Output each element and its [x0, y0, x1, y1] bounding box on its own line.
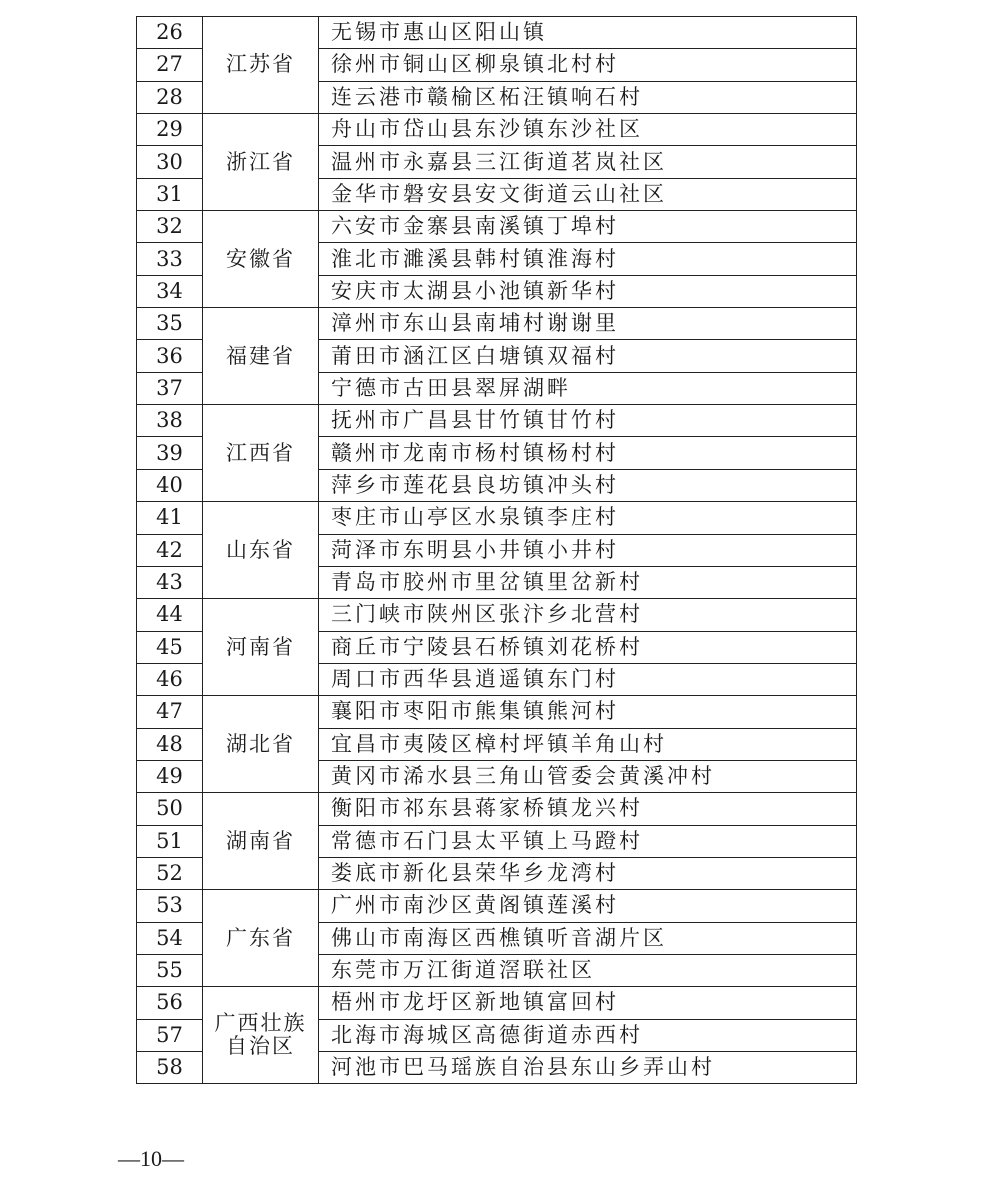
row-number: 33	[137, 243, 203, 275]
province-cell: 江苏省	[203, 17, 319, 114]
province-cell	[203, 987, 319, 1084]
table-row	[137, 599, 857, 631]
location-list-table	[136, 16, 857, 1084]
province-cell: 安徽省	[203, 211, 319, 308]
row-number: 41	[137, 502, 203, 534]
row-number: 34	[137, 275, 203, 307]
table-row	[137, 502, 857, 534]
location-name: 北海市海城区高德街道赤西村	[319, 1019, 857, 1051]
location-name: 六安市金寨县南溪镇丁埠村	[319, 211, 857, 243]
row-number: 50	[137, 793, 203, 825]
row-number: 26	[137, 17, 203, 49]
province-cell: 江西省	[203, 405, 319, 502]
row-number: 31	[137, 178, 203, 210]
row-number: 53	[137, 890, 203, 922]
row-number: 30	[137, 146, 203, 178]
row-number: 48	[137, 728, 203, 760]
row-number: 52	[137, 857, 203, 889]
location-name: 金华市磐安县安文街道云山社区	[319, 178, 857, 210]
row-number: 27	[137, 49, 203, 81]
row-number: 47	[137, 696, 203, 728]
row-number: 29	[137, 114, 203, 146]
province-cell: 浙江省	[203, 114, 319, 211]
location-name: 安庆市太湖县小池镇新华村	[319, 275, 857, 307]
row-number: 51	[137, 825, 203, 857]
row-number: 39	[137, 437, 203, 469]
row-number: 43	[137, 566, 203, 598]
province-line: 广西壮族	[214, 1011, 307, 1036]
row-number: 28	[137, 81, 203, 113]
row-number: 38	[137, 405, 203, 437]
row-number: 35	[137, 308, 203, 340]
location-name: 舟山市岱山县东沙镇东沙社区	[319, 114, 857, 146]
province-cell: 湖南省	[203, 793, 319, 890]
row-number: 49	[137, 760, 203, 792]
province-line: 自治区	[226, 1034, 295, 1059]
location-name: 宁德市古田县翠屏湖畔	[319, 372, 857, 404]
row-number: 36	[137, 340, 203, 372]
table-row	[137, 211, 857, 243]
row-number: 32	[137, 211, 203, 243]
location-name: 广州市南沙区黄阁镇莲溪村	[319, 890, 857, 922]
table-row	[137, 114, 857, 146]
row-number: 58	[137, 1052, 203, 1084]
location-name: 商丘市宁陵县石桥镇刘花桥村	[319, 631, 857, 663]
table-row	[137, 17, 857, 49]
location-name: 莆田市涵江区白塘镇双福村	[319, 340, 857, 372]
row-number: 57	[137, 1019, 203, 1051]
location-name: 赣州市龙南市杨村镇杨村村	[319, 437, 857, 469]
location-name: 常德市石门县太平镇上马蹬村	[319, 825, 857, 857]
row-number: 46	[137, 663, 203, 695]
table-row	[137, 308, 857, 340]
location-name: 萍乡市莲花县良坊镇冲头村	[319, 469, 857, 501]
location-name: 黄冈市浠水县三角山管委会黄溪冲村	[319, 760, 857, 792]
location-name: 温州市永嘉县三江街道茗岚社区	[319, 146, 857, 178]
row-number: 54	[137, 922, 203, 954]
province-cell: 广东省	[203, 890, 319, 987]
row-number: 45	[137, 631, 203, 663]
row-number: 55	[137, 954, 203, 986]
location-name: 徐州市铜山区柳泉镇北村村	[319, 49, 857, 81]
location-name: 菏泽市东明县小井镇小井村	[319, 534, 857, 566]
location-name: 无锡市惠山区阳山镇	[319, 17, 857, 49]
table-row	[137, 987, 857, 1019]
province-cell: 湖北省	[203, 696, 319, 793]
page-number: —10—	[118, 1146, 184, 1171]
row-number: 44	[137, 599, 203, 631]
row-number: 42	[137, 534, 203, 566]
province-cell: 福建省	[203, 308, 319, 405]
location-name: 东莞市万江街道滘联社区	[319, 954, 857, 986]
row-number: 40	[137, 469, 203, 501]
location-name: 宜昌市夷陵区樟村坪镇羊角山村	[319, 728, 857, 760]
location-name: 枣庄市山亭区水泉镇李庄村	[319, 502, 857, 534]
location-name: 三门峡市陕州区张汴乡北营村	[319, 599, 857, 631]
province-cell: 山东省	[203, 502, 319, 599]
location-name: 襄阳市枣阳市熊集镇熊河村	[319, 696, 857, 728]
location-name: 河池市巴马瑶族自治县东山乡弄山村	[319, 1052, 857, 1084]
location-name: 娄底市新化县荣华乡龙湾村	[319, 857, 857, 889]
location-name: 佛山市南海区西樵镇听音湖片区	[319, 922, 857, 954]
table-body	[137, 17, 857, 1084]
province-cell: 河南省	[203, 599, 319, 696]
table-row	[137, 405, 857, 437]
location-name: 漳州市东山县南埔村谢谢里	[319, 308, 857, 340]
location-name: 梧州市龙圩区新地镇富回村	[319, 987, 857, 1019]
location-name: 淮北市濉溪县韩村镇淮海村	[319, 243, 857, 275]
row-number: 56	[137, 987, 203, 1019]
location-name: 连云港市赣榆区柘汪镇响石村	[319, 81, 857, 113]
table-row	[137, 696, 857, 728]
table-row	[137, 793, 857, 825]
location-name: 抚州市广昌县甘竹镇甘竹村	[319, 405, 857, 437]
row-number: 37	[137, 372, 203, 404]
table-row	[137, 890, 857, 922]
location-name: 周口市西华县逍遥镇东门村	[319, 663, 857, 695]
location-name: 青岛市胶州市里岔镇里岔新村	[319, 566, 857, 598]
location-name: 衡阳市祁东县蒋家桥镇龙兴村	[319, 793, 857, 825]
